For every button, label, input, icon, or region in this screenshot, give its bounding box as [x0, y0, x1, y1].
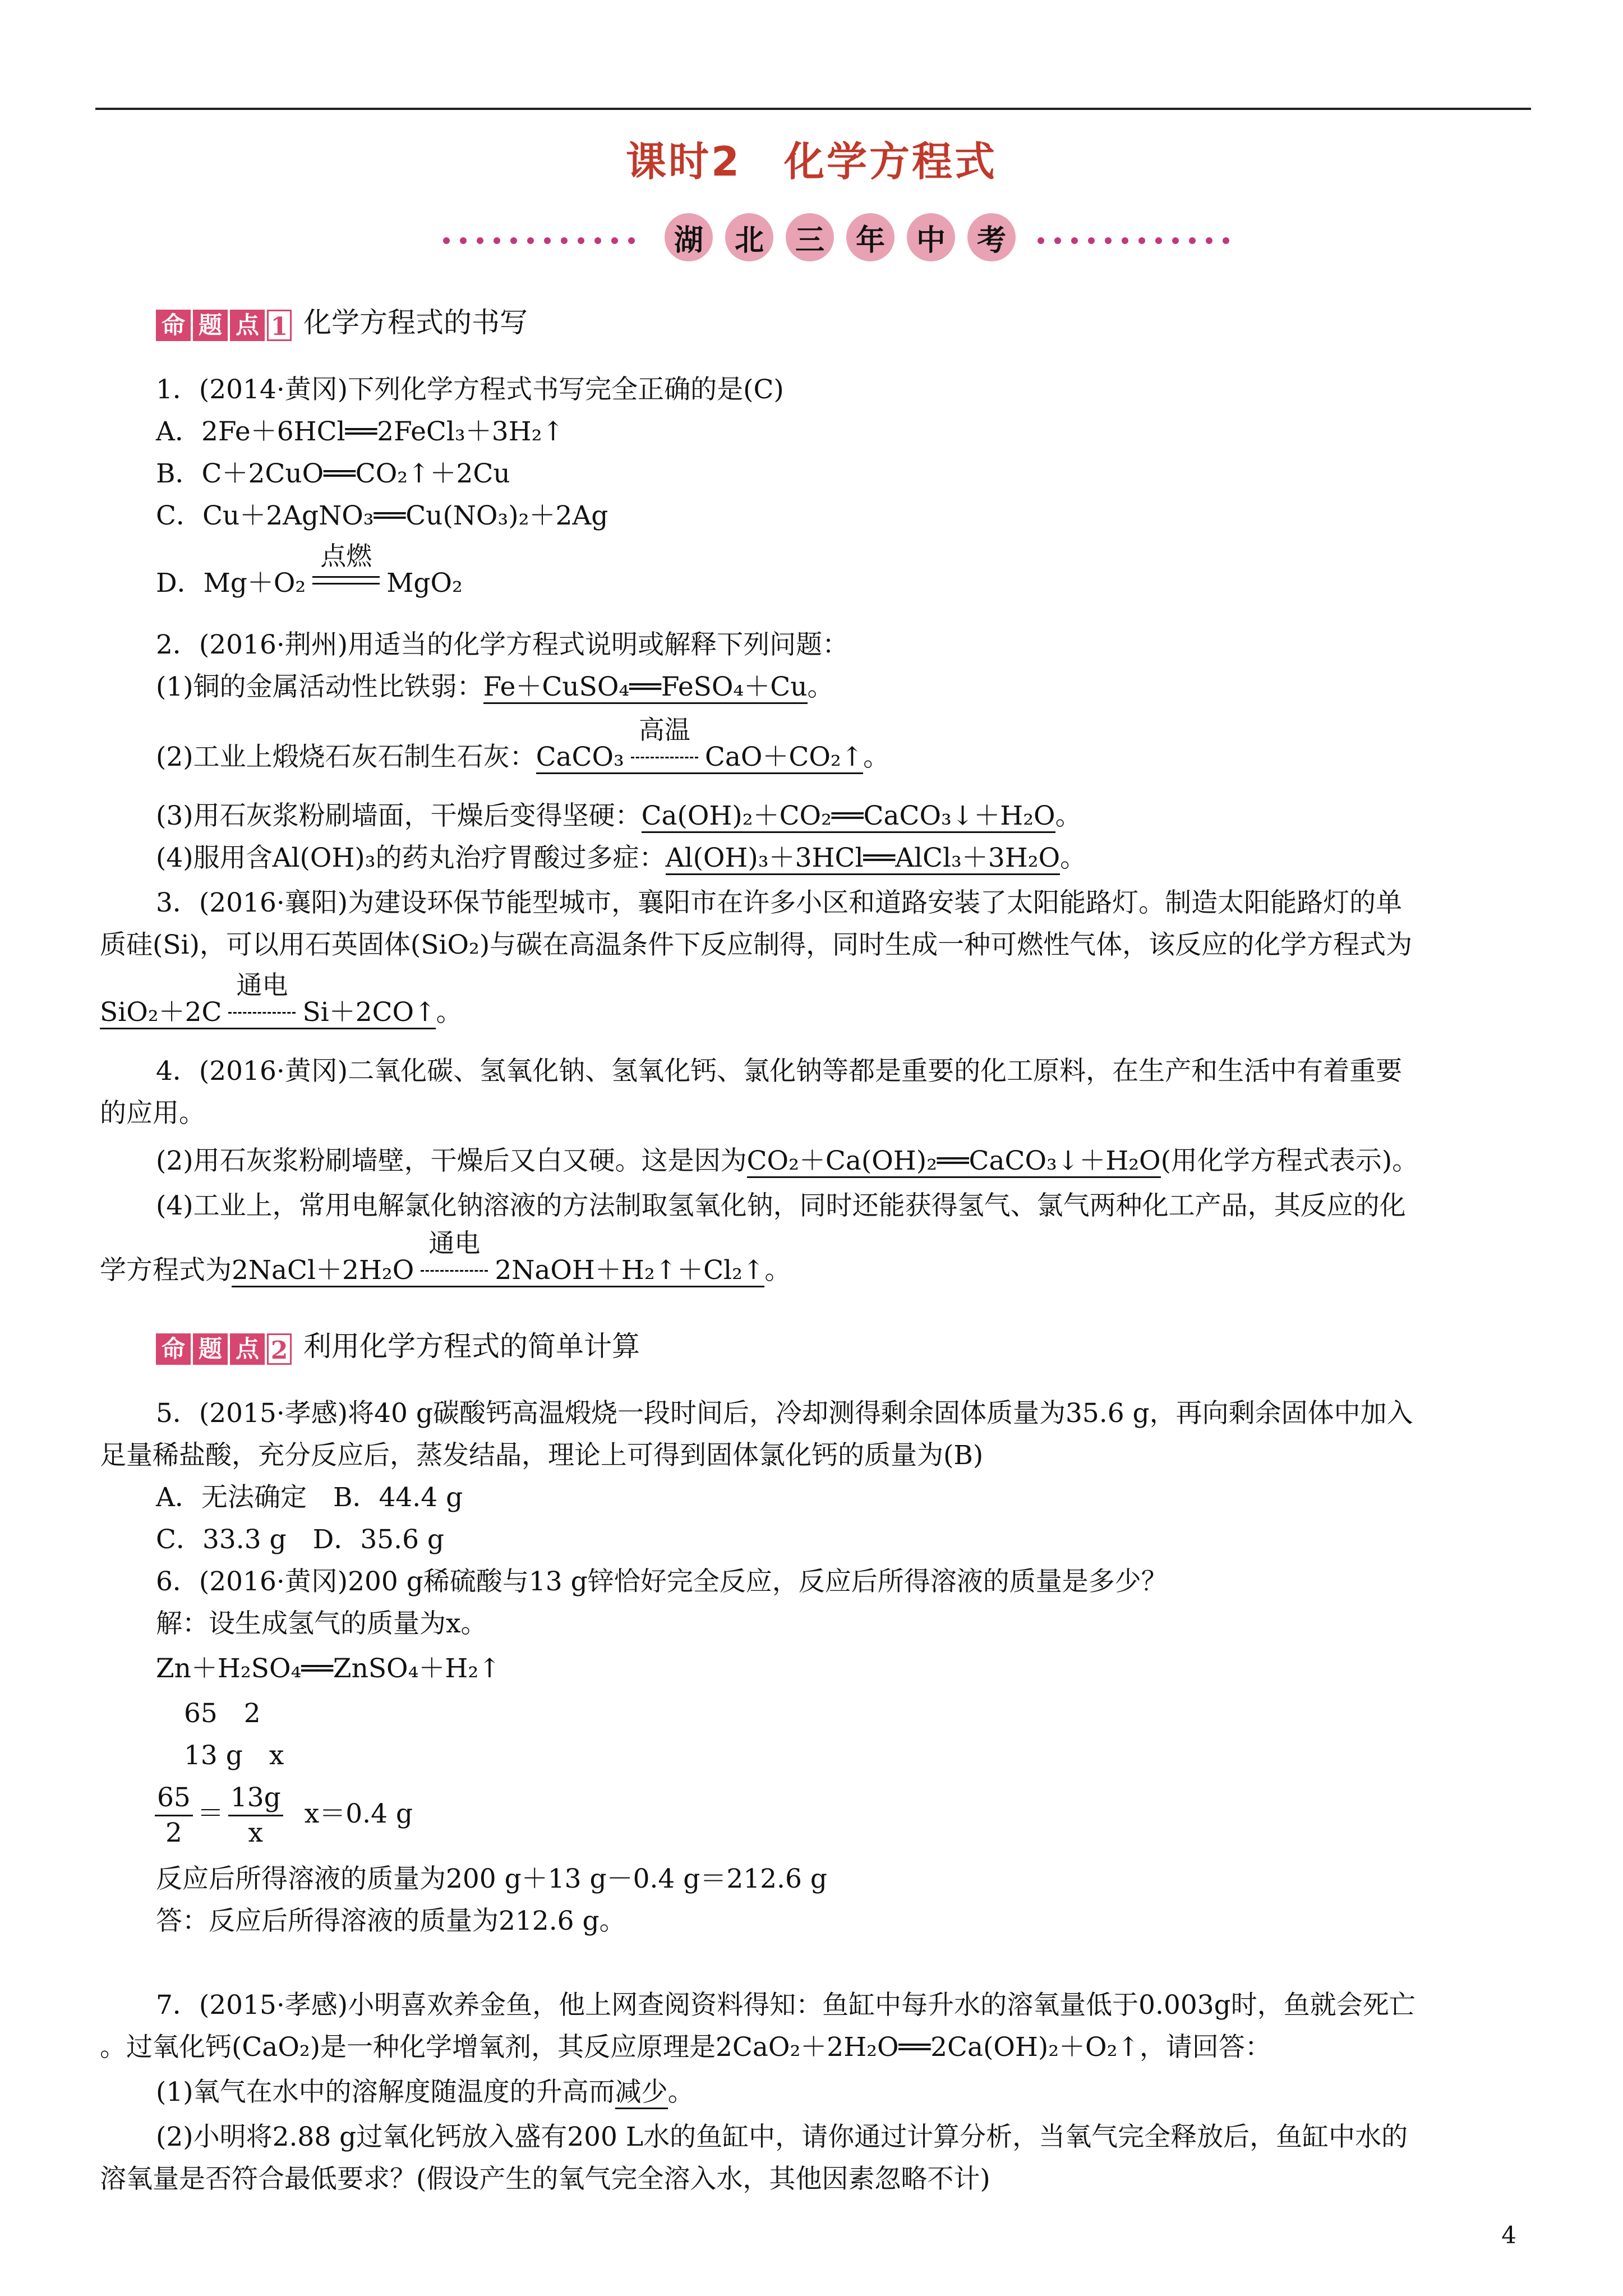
q1-option-c: C．Cu＋2AgNO₃══Cu(NO₃)₂＋2Ag — [156, 500, 608, 531]
q6-solution-2: 反应后所得溶液的质量为200 g＋13 g－0.4 g＝212.6 g — [156, 1864, 827, 1894]
q7-part-2-line-2: 溶氧量是否符合最低要求？(假设产生的氧气完全溶入水，其他因素忽略不计) — [100, 2164, 990, 2194]
q2-part-3: (3)用石灰浆粉刷墙面，干燥后变得坚硬：Ca(OH)₂＋CO₂══CaCO₃↓＋H₂O。 — [156, 799, 1082, 833]
q2-part-4: (4)服用含Al(OH)₃的药丸治疗胃酸过多症：Al(OH)₃＋3HCl══AlCl₃＋3H₂O。 — [156, 841, 1086, 875]
q5-line-2: 足量稀盐酸，充分反应后，蒸发结晶，理论上可得到固体氯化钙的质量为(B) — [100, 1440, 984, 1471]
q2-stem: 2．(2016·荆州)用适当的化学方程式说明或解释下列问题： — [156, 629, 849, 660]
q6-stem: 6．(2016·黄冈)200 g稀硫酸与13 g锌恰好完全反应，反应后所得溶液的质量是多少？ — [156, 1566, 1168, 1597]
q5-line-1: 5．(2015·孝感)将40 g碳酸钙高温煅烧一段时间后，冷却测得剩余固体质量为35.6 g，再向剩余固体中加入 — [156, 1398, 1413, 1429]
q7-part-2-line-1: (2)小明将2.88 g过氧化钙放入盛有200 L水的鱼缸中，请你通过计算分析，当氧气完全释放后，鱼缸中水的 — [156, 2122, 1408, 2152]
q6-proportion: $\frac{65}{2}$ ＝ $\frac{13g}{x}$ x＝0.4 g — [150, 1781, 413, 1850]
q5-options-cd: C．33.3 g D．35.6 g — [156, 1524, 444, 1555]
q6-ratio-row-1: 65 2 — [184, 1698, 261, 1729]
banner-badge: 年 — [846, 213, 895, 261]
q1-option-b: B．C＋2CuO══CO₂↑＋2Cu — [156, 458, 510, 489]
section-heading: 化学方程式的书写 — [303, 306, 528, 339]
top-rule — [95, 108, 1531, 110]
q4-line-2: 的应用。 — [100, 1098, 205, 1129]
answer: Fe＋CuSO₄══FeSO₄＋Cu — [483, 671, 808, 704]
q6-ratio-row-2: 13 g x — [184, 1740, 284, 1771]
q6-equation: Zn＋H₂SO₄══ZnSO₄＋H₂↑ — [156, 1653, 501, 1684]
banner-badge: 考 — [967, 213, 1016, 261]
section-tag: 命 题 点 2 — [156, 1333, 292, 1365]
q6-answer: 答：反应后所得溶液的质量为212.6 g。 — [156, 1906, 626, 1936]
banner-dots-left — [443, 236, 645, 243]
q4-part-4-answer: 学方程式为2NaCl＋2H₂O 通电 2NaOH＋H₂↑＋Cl₂↑。 — [100, 1254, 791, 1289]
q7-line-2: 。过氧化钙(CaO₂)是一种化学增氧剂，其反应原理是2CaO₂＋2H₂O══2Ca(OH)₂＋O₂↑，请回答： — [100, 2032, 1271, 2063]
section-1-header — [156, 306, 528, 341]
section-heading: 利用化学方程式的简单计算 — [303, 1330, 640, 1363]
answer: 减少 — [615, 2077, 668, 2109]
banner — [0, 213, 1623, 264]
section-2-header — [156, 1329, 640, 1365]
q2-part-1: (1)铜的金属活动性比铁弱：Fe＋CuSO₄══FeSO₄＋Cu。 — [156, 670, 834, 704]
q1-stem: 1．(2014·黄冈)下列化学方程式书写完全正确的是(C) — [156, 374, 784, 405]
q5-options-ab: A．无法确定 B．44.4 g — [156, 1482, 463, 1513]
q7-part-1: (1)氧气在水中的溶解度随温度的升高而减少。 — [156, 2076, 694, 2109]
section-tag: 命 题 点 1 — [156, 310, 292, 341]
q7-line-1: 7．(2015·孝感)小明喜欢养金鱼，他上网查阅资料得知：鱼缸中每升水的溶氧量低于0.003g时，鱼就会死亡 — [156, 1990, 1415, 2021]
banner-badge: 中 — [907, 213, 955, 261]
q3-line-2: 质硅(Si)，可以用石英固体(SiO₂)与碳在高温条件下反应制得，同时生成一种可燃性气体，该反应的化学方程式为 — [100, 930, 1413, 960]
page-title: 课时2 化学方程式 — [625, 138, 998, 185]
answer: CaCO₃ 高温 CaO＋CO₂↑ — [536, 742, 864, 774]
q1-option-a: A．2Fe＋6HCl══2FeCl₃＋3H₂↑ — [156, 416, 564, 447]
q4-part-2: (2)用石灰浆粉刷墙壁，干燥后又白又硬。这是因为CO₂＋Ca(OH)₂══CaCO₃↓＋H₂O(用化学方程式表示)。 — [156, 1144, 1418, 1178]
banner-badge: 湖 — [665, 213, 713, 261]
banner-dots-right — [1038, 236, 1239, 243]
q4-line-1: 4．(2016·黄冈)二氧化碳、氢氧化钠、氢氧化钙、氯化钠等都是重要的化工原料，在生产和生活中有着重要 — [156, 1056, 1403, 1087]
answer: 2NaCl＋2H₂O 通电 2NaOH＋H₂↑＋Cl₂↑ — [232, 1255, 764, 1287]
answer: Al(OH)₃＋3HCl══AlCl₃＋3H₂O — [666, 843, 1061, 875]
q4-part-4-line-1: (4)工业上，常用电解氯化钠溶液的方法制取氢氧化钠，同时还能获得氢气、氯气两种化工产品，其反应的化 — [156, 1190, 1406, 1221]
q3-line-1: 3．(2016·襄阳)为建设环保节能型城市，襄阳市在许多小区和道路安装了太阳能路灯。制造太阳能路灯的单 — [156, 887, 1403, 918]
answer: SiO₂＋2C 通电 Si＋2CO↑ — [100, 997, 436, 1029]
page-number: 4 — [1501, 2221, 1516, 2249]
banner-badge: 三 — [786, 213, 834, 261]
q1-option-d: D．Mg＋O₂ 点燃 MgO₂ — [156, 541, 463, 599]
q3-answer: SiO₂＋2C 通电 Si＋2CO↑。 — [100, 996, 462, 1031]
answer: Ca(OH)₂＋CO₂══CaCO₃↓＋H₂O — [642, 800, 1055, 833]
q6-solution-1: 解：设生成氢气的质量为x。 — [156, 1608, 487, 1639]
banner-badges — [665, 213, 1016, 261]
banner-badge: 北 — [725, 213, 773, 261]
q2-part-2: (2)工业上煅烧石灰石制生石灰：CaCO₃ 高温 CaO＋CO₂↑。 — [156, 740, 889, 776]
answer: CO₂＋Ca(OH)₂══CaCO₃↓＋H₂O — [747, 1145, 1161, 1178]
